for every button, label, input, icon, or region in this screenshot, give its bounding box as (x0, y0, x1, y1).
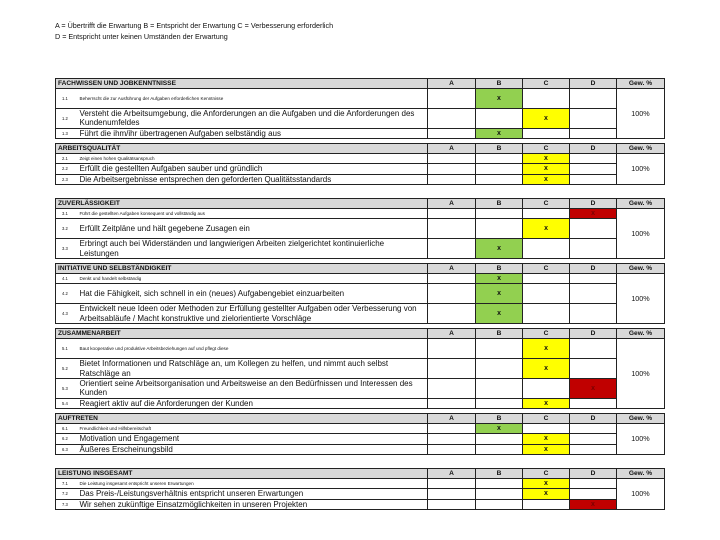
criterion-number: 4.3 (56, 304, 78, 324)
criterion-row (56, 499, 665, 509)
rating-cell-b[interactable]: x (476, 89, 523, 109)
rating-cell-c[interactable]: x (523, 434, 570, 444)
rating-cell-d[interactable] (570, 154, 617, 164)
rating-cell-d[interactable] (570, 174, 617, 184)
rating-cell-a[interactable] (428, 499, 476, 509)
rating-cell-d[interactable] (570, 164, 617, 174)
rating-cell-c[interactable] (523, 239, 570, 259)
criterion-text: Motivation und Engagement (78, 434, 428, 444)
criterion-number: 5.4 (56, 398, 78, 408)
criterion-text: Erfüllt Zeitpläne und hält gegebene Zusagen ein (78, 219, 428, 239)
column-header-d: D (570, 264, 617, 274)
criterion-row (56, 444, 665, 454)
column-header-b: B (476, 199, 523, 209)
section-7 (55, 468, 664, 510)
criterion-number: 3.1 (56, 209, 78, 219)
section-5 (55, 328, 664, 409)
column-header-d: D (570, 199, 617, 209)
rating-cell-d[interactable] (570, 479, 617, 489)
criterion-number: 6.2 (56, 434, 78, 444)
rating-cell-a[interactable] (428, 479, 476, 489)
criterion-text: Äußeres Erscheinungsbild (78, 444, 428, 454)
criterion-row (56, 424, 665, 434)
criterion-row (56, 489, 665, 499)
section-table (55, 328, 665, 409)
criterion-text: Zeigt einen hohen Qualitätsanspruch (78, 154, 428, 164)
criterion-number: 5.3 (56, 379, 78, 399)
rating-cell-c[interactable]: x (523, 339, 570, 359)
rating-cell-c[interactable]: x (523, 444, 570, 454)
rating-cell-d[interactable] (570, 339, 617, 359)
column-header-c: C (523, 414, 570, 424)
criterion-number: 7.2 (56, 489, 78, 499)
column-header-gew: Gew. % (617, 144, 665, 154)
rating-cell-b[interactable] (476, 434, 523, 444)
section-table (55, 468, 665, 510)
section-header-row (56, 469, 665, 479)
column-header-b: B (476, 329, 523, 339)
column-header-d: D (570, 414, 617, 424)
rating-cell-d[interactable] (570, 424, 617, 434)
criterion-text: Denkt und handelt selbständig (78, 274, 428, 284)
rating-cell-a[interactable] (428, 109, 476, 129)
criterion-number: 7.1 (56, 479, 78, 489)
rating-cell-c[interactable]: x (523, 219, 570, 239)
criterion-text: Baut kooperative und produktive Arbeitsbeziehungen auf und pflegt diese (78, 339, 428, 359)
criterion-row (56, 274, 665, 284)
rating-cell-d[interactable] (570, 219, 617, 239)
section-title: AUFTRETEN (56, 414, 428, 424)
criterion-row (56, 359, 665, 379)
section-header-row (56, 144, 665, 154)
section-title: ZUVERLÄSSIGKEIT (56, 199, 428, 209)
rating-cell-c[interactable] (523, 424, 570, 434)
criterion-number: 4.2 (56, 284, 78, 304)
rating-cell-b[interactable] (476, 499, 523, 509)
criterion-text: Wir sehen zukünftige Einsatzmöglichkeiten in unseren Projekten (78, 499, 428, 509)
column-header-a: A (428, 469, 476, 479)
rating-cell-a[interactable] (428, 444, 476, 454)
rating-cell-d[interactable] (570, 89, 617, 109)
section-header-row (56, 329, 665, 339)
rating-cell-b[interactable] (476, 379, 523, 399)
criterion-number: 3.3 (56, 239, 78, 259)
rating-cell-a[interactable] (428, 274, 476, 284)
section-6 (55, 413, 664, 455)
legend-line-1: A = Übertrifft die Erwartung B = Entspricht der Erwartung C = Verbesserung erforderlich (55, 21, 334, 30)
column-header-gew: Gew. % (617, 469, 665, 479)
rating-cell-c[interactable] (523, 89, 570, 109)
rating-cell-a[interactable] (428, 339, 476, 359)
rating-cell-c[interactable]: x (523, 164, 570, 174)
weight-cell: 100% (617, 209, 665, 259)
column-header-b: B (476, 144, 523, 154)
rating-legend (55, 20, 333, 42)
criterion-text: Die Leistung insgesamt entspricht unseren Erwartungen (78, 479, 428, 489)
rating-cell-a[interactable] (428, 89, 476, 109)
weight-cell: 100% (617, 339, 665, 409)
rating-cell-b[interactable] (476, 219, 523, 239)
criterion-number: 6.1 (56, 424, 78, 434)
column-header-a: A (428, 144, 476, 154)
section-table (55, 263, 665, 324)
rating-cell-b[interactable] (476, 164, 523, 174)
rating-cell-c[interactable] (523, 379, 570, 399)
section-header-row (56, 79, 665, 89)
criterion-text: Freundlichkeit und Hilfsbereitschaft (78, 424, 428, 434)
section-table (55, 78, 665, 139)
rating-cell-d[interactable]: x (570, 379, 617, 399)
column-header-c: C (523, 469, 570, 479)
section-table (55, 143, 665, 185)
rating-cell-c[interactable] (523, 284, 570, 304)
rating-cell-c[interactable]: x (523, 154, 570, 164)
column-header-c: C (523, 144, 570, 154)
rating-cell-a[interactable] (428, 379, 476, 399)
criterion-number: 2.3 (56, 174, 78, 184)
criterion-number: 2.2 (56, 164, 78, 174)
criterion-text: Führt die ihm/ihr übertragenen Aufgaben selbständig aus (78, 128, 428, 138)
rating-cell-a[interactable] (428, 424, 476, 434)
rating-cell-d[interactable] (570, 304, 617, 324)
rating-cell-c[interactable] (523, 128, 570, 138)
criterion-row (56, 398, 665, 408)
column-header-gew: Gew. % (617, 414, 665, 424)
rating-cell-c[interactable] (523, 274, 570, 284)
criterion-number: 6.3 (56, 444, 78, 454)
rating-cell-b[interactable] (476, 174, 523, 184)
criterion-text: Bietet Informationen und Ratschläge an, um Kollegen zu helfen, und nimmt auch selbst Ratschläge an (78, 359, 428, 379)
rating-cell-d[interactable] (570, 239, 617, 259)
rating-cell-a[interactable] (428, 434, 476, 444)
criterion-row (56, 339, 665, 359)
section-title: INITIATIVE UND SELBSTÄNDIGKEIT (56, 264, 428, 274)
column-header-gew: Gew. % (617, 79, 665, 89)
rating-cell-a[interactable] (428, 359, 476, 379)
column-header-c: C (523, 329, 570, 339)
rating-cell-b[interactable] (476, 109, 523, 129)
rating-cell-d[interactable] (570, 489, 617, 499)
criterion-number: 3.2 (56, 219, 78, 239)
criterion-text: Hat die Fähigkeit, sich schnell in ein (neues) Aufgabengebiet einzuarbeiten (78, 284, 428, 304)
criterion-row (56, 128, 665, 138)
rating-cell-a[interactable] (428, 219, 476, 239)
rating-cell-b[interactable] (476, 489, 523, 499)
criterion-row (56, 154, 665, 164)
criterion-row (56, 239, 665, 259)
criterion-row (56, 209, 665, 219)
column-header-d: D (570, 329, 617, 339)
section-1 (55, 78, 664, 139)
rating-cell-c[interactable]: x (523, 398, 570, 408)
section-table (55, 198, 665, 259)
criterion-text: Beherrscht die zur Ausführung der Aufgaben erforderlichen Kenntnisse (78, 89, 428, 109)
weight-cell: 100% (617, 274, 665, 324)
column-header-c: C (523, 79, 570, 89)
criterion-text: Die Arbeitsergebnisse entsprechen den geforderten Qualitätsstandards (78, 174, 428, 184)
rating-cell-b[interactable] (476, 209, 523, 219)
rating-cell-d[interactable] (570, 274, 617, 284)
rating-cell-b[interactable]: x (476, 128, 523, 138)
column-header-c: C (523, 199, 570, 209)
rating-cell-c[interactable] (523, 209, 570, 219)
section-title: LEISTUNG INSGESAMT (56, 469, 428, 479)
rating-cell-b[interactable] (476, 398, 523, 408)
criterion-number: 7.3 (56, 499, 78, 509)
rating-cell-a[interactable] (428, 284, 476, 304)
column-header-b: B (476, 414, 523, 424)
criterion-row (56, 219, 665, 239)
rating-cell-c[interactable]: x (523, 174, 570, 184)
weight-cell: 100% (617, 89, 665, 139)
rating-cell-b[interactable]: x (476, 304, 523, 324)
rating-cell-d[interactable]: x (570, 209, 617, 219)
rating-cell-b[interactable] (476, 479, 523, 489)
criterion-number: 1.2 (56, 109, 78, 129)
rating-cell-c[interactable]: x (523, 359, 570, 379)
criterion-number: 1.1 (56, 89, 78, 109)
criterion-text: Versteht die Arbeitsumgebung, die Anforderungen an die Aufgaben und die Anforderungen des Kundenumfeldes (78, 109, 428, 129)
column-header-a: A (428, 79, 476, 89)
column-header-a: A (428, 199, 476, 209)
rating-cell-c[interactable] (523, 304, 570, 324)
rating-cell-a[interactable] (428, 304, 476, 324)
rating-cell-a[interactable] (428, 164, 476, 174)
criterion-text: Das Preis-/Leistungsverhältnis entspricht unseren Erwartungen (78, 489, 428, 499)
criterion-number: 4.1 (56, 274, 78, 284)
rating-cell-c[interactable] (523, 499, 570, 509)
criterion-row (56, 89, 665, 109)
section-3 (55, 198, 664, 259)
column-header-gew: Gew. % (617, 199, 665, 209)
rating-cell-d[interactable] (570, 434, 617, 444)
column-header-a: A (428, 264, 476, 274)
column-header-c: C (523, 264, 570, 274)
column-header-gew: Gew. % (617, 329, 665, 339)
criterion-number: 5.1 (56, 339, 78, 359)
section-2 (55, 143, 664, 185)
criterion-text: Erfüllt die gestellten Aufgaben sauber und gründlich (78, 164, 428, 174)
criterion-text: Reagiert aktiv auf die Anforderungen der Kunden (78, 398, 428, 408)
criterion-text: Führt die gestellten Aufgaben konsequent und vollständig aus (78, 209, 428, 219)
criterion-text: Orientiert seine Arbeitsorganisation und Arbeitsweise an den Bedürfnissen und Interessen des Kunden (78, 379, 428, 399)
rating-cell-b[interactable] (476, 359, 523, 379)
section-header-row (56, 199, 665, 209)
legend-line-2: D = Entspricht unter keinen Umständen der Erwartung (55, 32, 228, 41)
section-table (55, 413, 665, 455)
rating-cell-d[interactable] (570, 444, 617, 454)
criterion-text: Entwickelt neue Ideen oder Methoden zur Erfüllung gestellter Aufgaben oder Verbesserung von Arbeitsabläufe / Macht konstruktive und zielorientierte Vorschläge (78, 304, 428, 324)
criterion-row (56, 109, 665, 129)
rating-cell-b[interactable] (476, 154, 523, 164)
rating-cell-c[interactable]: x (523, 479, 570, 489)
criterion-number: 5.2 (56, 359, 78, 379)
criterion-row (56, 284, 665, 304)
section-title: FACHWISSEN UND JOBKENNTNISSE (56, 79, 428, 89)
section-title: ZUSAMMENARBEIT (56, 329, 428, 339)
rating-cell-b[interactable]: x (476, 284, 523, 304)
rating-cell-a[interactable] (428, 128, 476, 138)
criterion-text: Erbringt auch bei Widerständen und langwierigen Arbeiten zielgerichtet kontinuierliche Leistungen (78, 239, 428, 259)
rating-cell-a[interactable] (428, 489, 476, 499)
criterion-number: 2.1 (56, 154, 78, 164)
rating-cell-a[interactable] (428, 398, 476, 408)
column-header-b: B (476, 469, 523, 479)
column-header-d: D (570, 469, 617, 479)
column-header-b: B (476, 79, 523, 89)
criterion-row (56, 434, 665, 444)
column-header-a: A (428, 414, 476, 424)
weight-cell: 100% (617, 479, 665, 510)
rating-cell-d[interactable] (570, 128, 617, 138)
criterion-row (56, 164, 665, 174)
criterion-row (56, 304, 665, 324)
criterion-row (56, 479, 665, 489)
section-title: ARBEITSQUALITÄT (56, 144, 428, 154)
section-header-row (56, 414, 665, 424)
column-header-d: D (570, 144, 617, 154)
rating-cell-d[interactable] (570, 359, 617, 379)
criterion-row (56, 174, 665, 184)
rating-cell-d[interactable] (570, 398, 617, 408)
column-header-gew: Gew. % (617, 264, 665, 274)
rating-cell-d[interactable]: x (570, 499, 617, 509)
rating-cell-b[interactable]: x (476, 239, 523, 259)
rating-cell-d[interactable] (570, 109, 617, 129)
section-4 (55, 263, 664, 324)
rating-cell-a[interactable] (428, 239, 476, 259)
rating-cell-a[interactable] (428, 154, 476, 164)
column-header-b: B (476, 264, 523, 274)
weight-cell: 100% (617, 424, 665, 455)
rating-cell-b[interactable] (476, 444, 523, 454)
rating-cell-c[interactable]: x (523, 109, 570, 129)
column-header-d: D (570, 79, 617, 89)
rating-cell-b[interactable] (476, 339, 523, 359)
rating-cell-b[interactable]: x (476, 274, 523, 284)
criterion-number: 1.3 (56, 128, 78, 138)
rating-cell-d[interactable] (570, 284, 617, 304)
rating-cell-c[interactable]: x (523, 489, 570, 499)
rating-cell-a[interactable] (428, 174, 476, 184)
criterion-row (56, 379, 665, 399)
rating-cell-a[interactable] (428, 209, 476, 219)
section-header-row (56, 264, 665, 274)
weight-cell: 100% (617, 154, 665, 185)
column-header-a: A (428, 329, 476, 339)
rating-cell-b[interactable]: x (476, 424, 523, 434)
